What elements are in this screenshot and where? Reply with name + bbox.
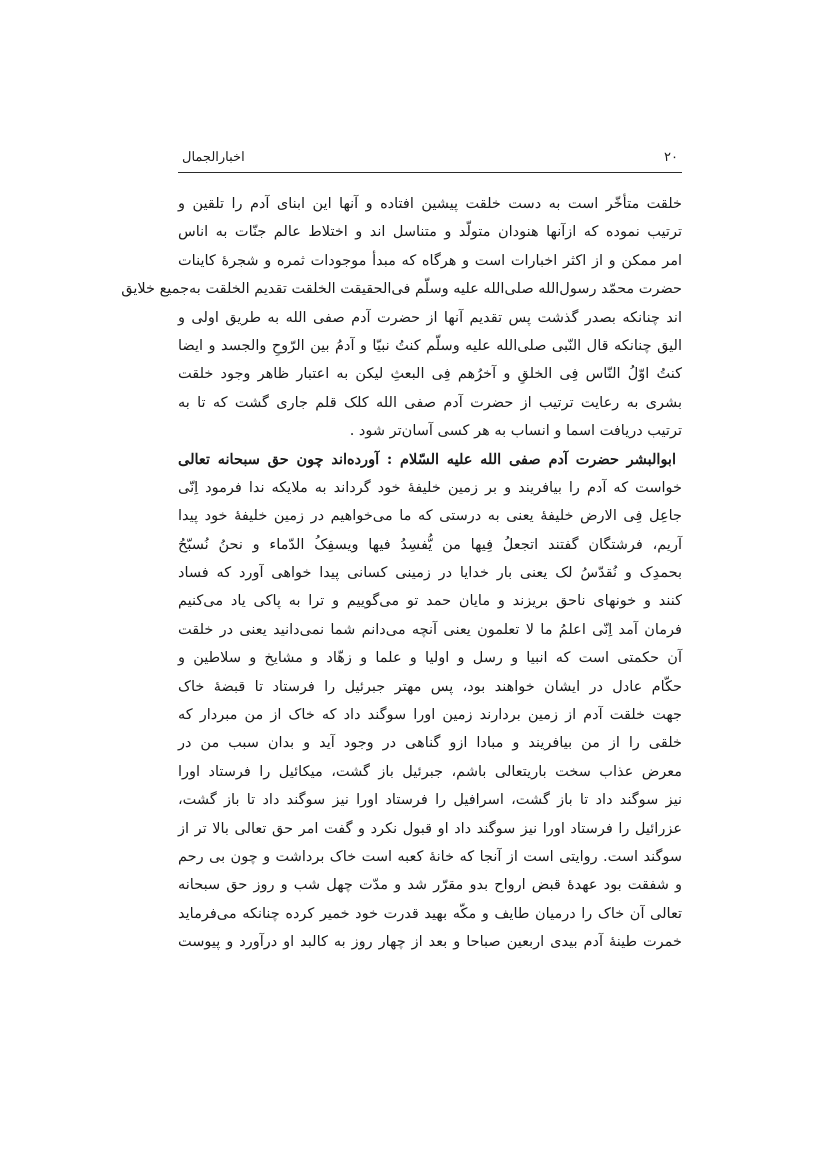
text-line: نیز سوگند داد تا باز گشت، اسرافیل را فرستاد اورا نیز سوگند داد تا باز گشت، <box>178 792 682 809</box>
text-line: حضرت محمّد رسول‌الله صلی‌الله علیه وسلّم فی‌الحقیقت الخلقت تقدیم الخلقت به‌جمیع خلایق <box>121 281 682 298</box>
text-line: آریم، فرشتگان گفتند اتجعلُ فِیها من یُّفسِدُ فیها ویسفِکُ الدّماء و نحنُ نُسبّحُ <box>178 536 682 553</box>
text-line: حکّام عادل در ایشان خواهند بود، پس مهتر جبرئیل را فرستاد تا قبضهٔ خاک <box>178 678 682 695</box>
text-line: امر ممکن و از اکثر اخبارات است و هرگاه که مبدأ موجودات ثمره و شجرهٔ کاینات <box>178 252 682 269</box>
text-line: ترتیب دریافت اسما و انساب به هر کسی آسان‌تر شود . <box>349 423 682 440</box>
section-heading-line: ابوالبشر حضرت آدم صفی الله علیه السّلام : آورده‌اند چون حق سبحانه تعالی <box>178 450 676 468</box>
text-line: عزرائیل را فرستاد اورا نیز سوگند داد او قبول نکرد و گفت امر حق تعالی بالا تر از <box>178 820 682 837</box>
text-line: خلقی را از من بیافریند و مبادا ازو گناهی در وجود آید و بدان سبب من در <box>178 735 682 752</box>
text-line: ترتیب نموده که ازآنها هنودان متولّد و متناسل اند و اختلاط عالم جنّات به اناس <box>178 224 682 241</box>
text-line: خواست که آدم را بیافریند و بر زمین خلیفهٔ خود گرداند به ملایکه ندا فرمود اِنّی <box>178 479 682 496</box>
body-text <box>121 190 682 957</box>
text-line: جاعِل فِی الارض خلیفهٔ یعنی به درستی که ما می‌خواهیم در زمین خلیفهٔ خود پیدا <box>178 508 682 525</box>
text-line: بحمدِک و نُقدّسُ لک یعنی بار خدایا در زمینی کسانی پیدا خواهی آورد که فساد <box>178 565 682 582</box>
text-line: فرمان آمد اِنّی اعلمُ ما لا تعلمون یعنی آنچه می‌دانم شما نمی‌دانید یعنی در خلقت <box>178 621 682 638</box>
text-line: معرض عذاب سخت باریتعالی باشم، جبرئیل باز گشت، میکائیل را فرستاد اورا <box>178 763 682 780</box>
text-line: خلقت متأخّر است به دست خلقت پیشین افتاده و آنها این ابنای آدم را تلقین و <box>178 196 682 212</box>
text-line: خمرت طینهٔ آدم بیدی اربعین صباحا و بعد از چهار روز به کالبد او درآورد و پیوست <box>178 934 682 951</box>
text-line: و شفقت بود عهدهٔ قبض ارواح بدو مقرّر شد و مدّت چهل شب و روز حق سبحانه <box>178 877 682 894</box>
page-number: ۲۰ <box>664 150 678 165</box>
running-title: اخبارالجمال <box>182 150 245 165</box>
text-line: جهت خلقت آدم از زمین بردارند زمین اورا سوگند داد که خاک از من مبردار که <box>178 707 682 724</box>
text-line: بشری به رعایت ترتیب از حضرت آدم صفی الله کلک قلم جاری گشت که تا به <box>178 394 682 411</box>
page-header <box>178 148 682 173</box>
text-line: الیق چنانکه قال النّبی صلی‌الله علیه وسلّم کنتُ نبیّا و آدمُ بین الرّوحِ والجسد و ایضا <box>178 337 682 354</box>
text-line: سوگند است. روایتی است از آنجا که خانهٔ کعبه است خاک برداشت و چون بی رحم <box>178 848 682 865</box>
text-line: تعالی آن خاک را درمیان طایف و مکّه بهید قدرت خود خمیر کرده چنانکه می‌فرماید <box>178 905 682 922</box>
text-line: اند چنانکه بصدر گذشت پس تقدیم آنها از حضرت آدم صفی الله به طریق اولی و <box>178 309 682 326</box>
text-line: کنتُ اوّلُ النّاس فِی الخلقِ و آخرُهم فِی البعثِ لیکن به اعتبار ظاهر وجود خلقت <box>178 366 682 383</box>
text-line: کنند و خونهای ناحق بریزند و مایان حمد تو می‌گوییم و ترا به پاکی یاد می‌کنیم <box>178 593 682 610</box>
text-line: آن حکمتی است که انبیا و رسل و اولیا و علما و زهّاد و مشایخ و سلاطین و <box>178 650 682 667</box>
